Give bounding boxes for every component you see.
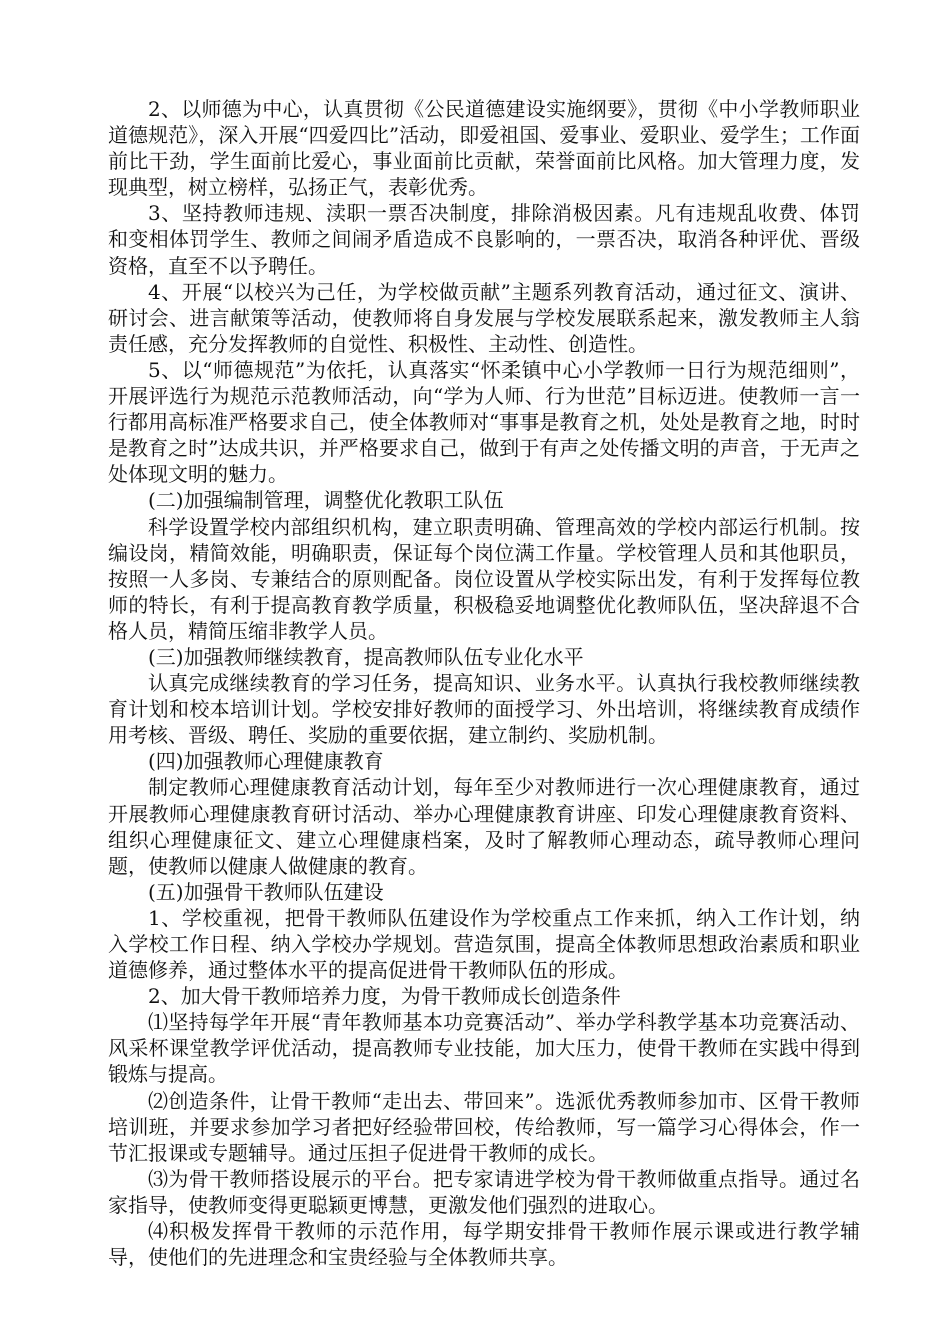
section-heading-4: (四)加强教师心理健康教育	[148, 749, 384, 774]
section-heading-5: (五)加强骨干教师队伍建设	[148, 879, 384, 904]
section-heading-3: (三)加强教师继续教育，提高教师队伍专业化水平	[148, 644, 584, 669]
paragraph-item-5: 5、以“师德规范”为依托，认真落实“怀柔镇中心小学教师一日行为规范细则”，开展评选行为规范示范教师活动，向“学为人师、行为世范”目标迈进。使教师一言一行都用高标准严格要求自己，使全体教师对“事事是教育之机，处处是教育之地，时时是教育之时”达成共识，并严格要求自己，做到于有声之处传播文明的声音，于无声之处体现文明的魅力。	[108, 357, 860, 487]
paragraph-subitem-2: ⑵创造条件，让骨干教师“走出去、带回来”。选派优秀教师参加市、区骨干教师培训班，并要求参加学习者把好经验带回校，传给教师，写一篇学习心得体会，作一节汇报课或专题辅导。通过压担子促进骨干教师的成长。	[108, 1088, 860, 1165]
paragraph-staffing: 科学设置学校内部组织机构，建立职责明确、管理高效的学校内部运行机制。按编设岗，精简效能，明确职责，保证每个岗位满工作量。学校管理人员和其他职员，按照一人多岗、专兼结合的原则配备。岗位设置从学校实际出发，有利于发挥每位教师的特长，有利于提高教育教学质量，积极稳妥地调整优化教师队伍，坚决辞退不合格人员，精简压缩非教学人员。	[108, 514, 860, 643]
section-heading-2: (二)加强编制管理，调整优化教职工队伍	[148, 488, 504, 513]
paragraph-subitem-4: ⑷积极发挥骨干教师的示范作用，每学期安排骨干教师作展示课或进行教学辅导，使他们的先进理念和宝贵经验与全体教师共享。	[108, 1219, 860, 1270]
paragraph-backbone-2: 2、加大骨干教师培养力度，为骨干教师成长创造条件	[148, 984, 621, 1009]
document-page	[108, 96, 860, 1270]
paragraph-subitem-3: ⑶为骨干教师搭设展示的平台。把专家请进学校为骨干教师做重点指导。通过名家指导，使教师变得更聪颖更博慧，更激发他们强烈的进取心。	[108, 1166, 860, 1217]
paragraph-backbone-1: 1、学校重视，把骨干教师队伍建设作为学校重点工作来抓，纳入工作计划，纳入学校工作日程、纳入学校办学规划。营造氛围，提高全体教师思想政治素质和职业道德修养，通过整体水平的提高促进骨干教师队伍的形成。	[108, 905, 860, 983]
paragraph-mental-health: 制定教师心理健康教育活动计划，每年至少对教师进行一次心理健康教育，通过开展教师心理健康教育研讨活动、举办心理健康教育讲座、印发心理健康教育资料、组织心理健康征文、建立心理健康档案，及时了解教师心理动态，疏导教师心理问题，使教师以健康人做健康的教育。	[108, 775, 860, 878]
paragraph-item-4: 4、开展“以校兴为己任，为学校做贡献”主题系列教育活动，通过征文、演讲、研讨会、进言献策等活动，使教师将自身发展与学校发展联系起来，激发教师主人翁责任感，充分发挥教师的自觉性、积极性、主动性、创造性。	[108, 279, 860, 356]
paragraph-item-2: 2、以师德为中心，认真贯彻《公民道德建设实施纲要》，贯彻《中小学教师职业道德规范》，深入开展“四爱四比”活动，即爱祖国、爱事业、爱职业、爱学生；工作面前比干劲，学生面前比爱心，事业面前比贡献，荣誉面前比风格。加大管理力度，发现典型，树立榜样，弘扬正气，表彰优秀。	[108, 97, 860, 200]
paragraph-continuing-education: 认真完成继续教育的学习任务，提高知识、业务水平。认真执行我校教师继续教育计划和校本培训计划。学校安排好教师的面授学习、外出培训，将继续教育成绩作用考核、晋级、聘任、奖励的重要依据，建立制约、奖励机制。	[108, 671, 860, 748]
paragraph-subitem-1: ⑴坚持每学年开展“青年教师基本功竞赛活动”、举办学科教学基本功竞赛活动、风采杯课堂教学评优活动，提高教师专业技能，加大压力，使骨干教师在实践中得到锻炼与提高。	[108, 1010, 860, 1087]
paragraph-item-3: 3、坚持教师违规、渎职一票否决制度，排除消极因素。凡有违规乱收费、体罚和变相体罚学生、教师之间闹矛盾造成不良影响的，一票否决，取消各种评优、晋级资格，直至不以予聘任。	[108, 201, 860, 278]
